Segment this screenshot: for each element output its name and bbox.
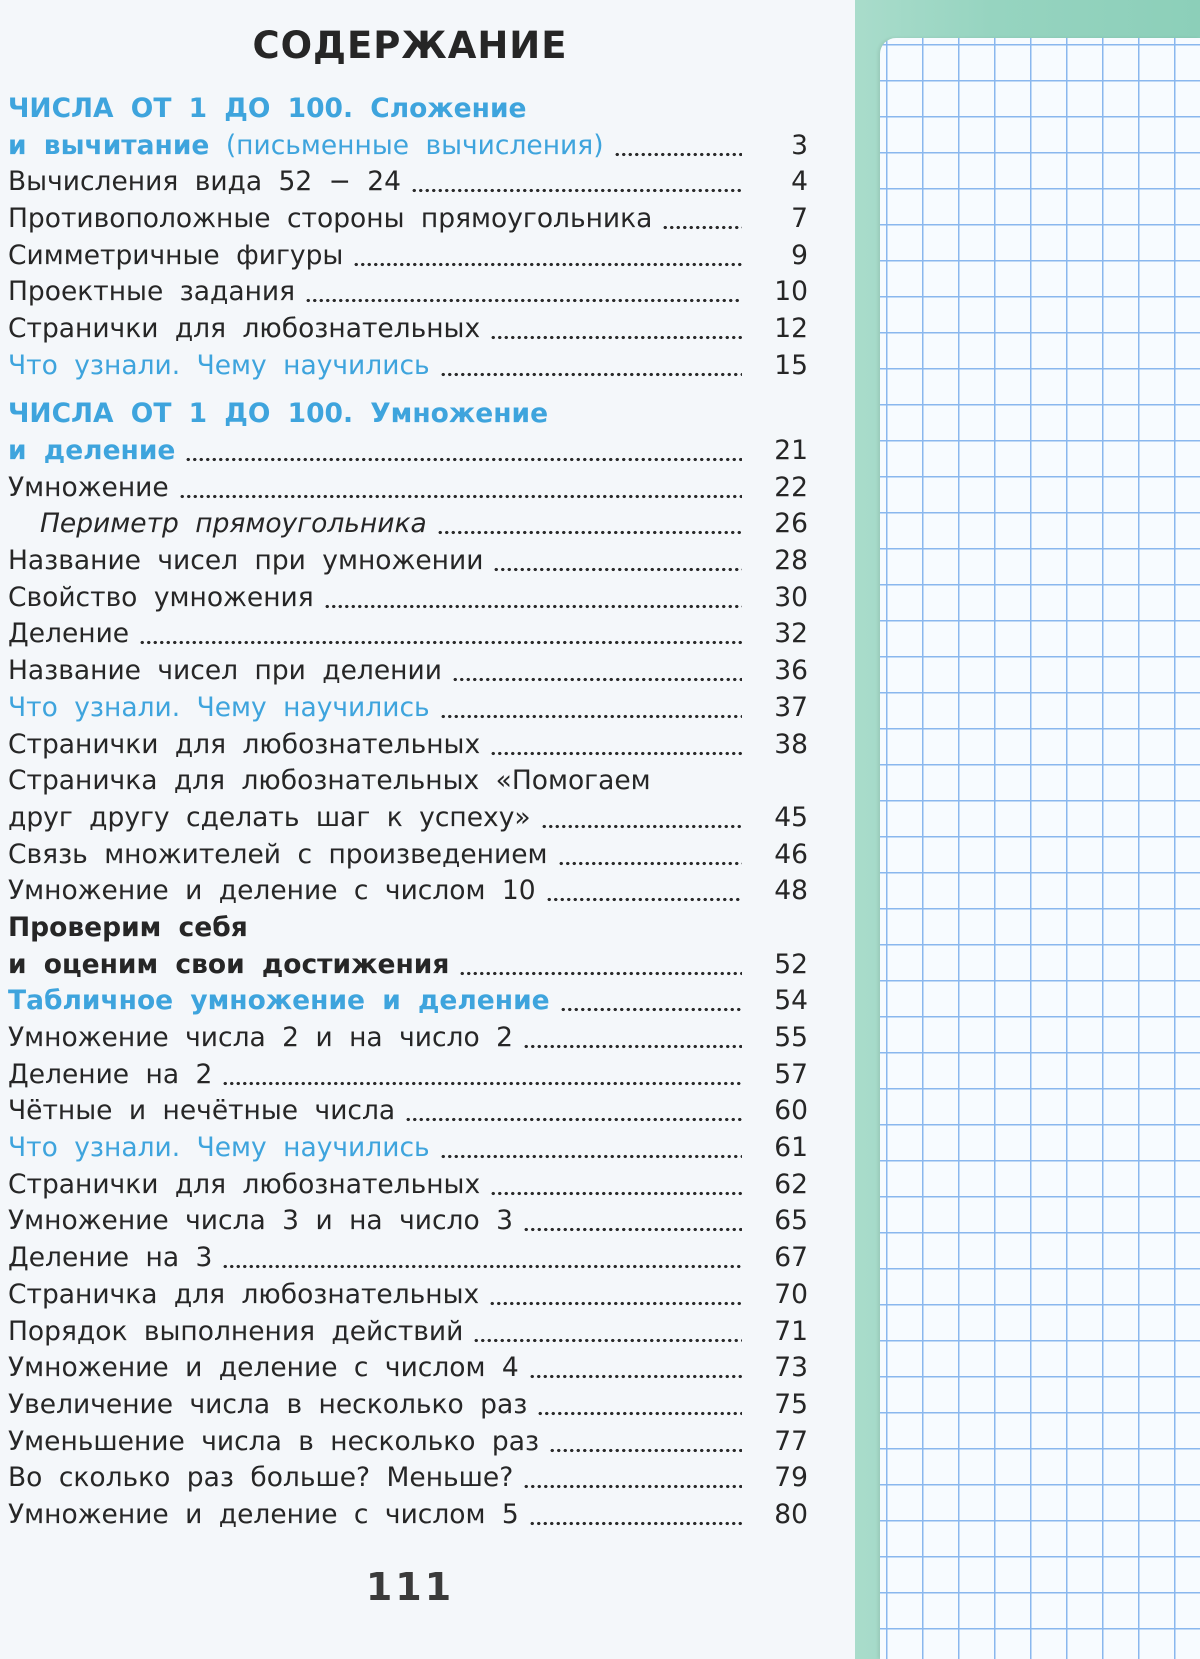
- toc-entry: [8, 1129, 808, 1166]
- toc-entry: [8, 396, 808, 433]
- dot-leader: [324, 604, 742, 609]
- toc-entry-title: Противоположные стороны прямоугольника: [8, 202, 653, 234]
- dot-leader: [185, 457, 742, 462]
- toc-entry-page: 62: [774, 1168, 808, 1200]
- toc-entry-title: Во сколько раз больше? Меньше?: [8, 1462, 514, 1494]
- dot-leader: [490, 751, 742, 756]
- dot-leader: [139, 640, 742, 645]
- toc-entry-page: 12: [774, 312, 808, 344]
- toc-entry-title: Порядок выполнения действий: [8, 1315, 464, 1347]
- page-number: 111: [365, 1565, 455, 1609]
- toc-entry-page: 45: [774, 801, 808, 833]
- toc-entry-title: Связь множителей с произведением: [8, 838, 548, 870]
- toc-entry-title: Чётные и нечётные числа: [8, 1095, 396, 1127]
- toc-entry-page: 21: [774, 435, 808, 467]
- toc-entry: [8, 1423, 808, 1460]
- toc-entry-page: 15: [774, 349, 808, 381]
- toc-entry-title: Умножение числа 3 и на число 3: [8, 1205, 513, 1237]
- toc-entry-page: 70: [774, 1278, 808, 1310]
- toc-entry-page: 57: [774, 1058, 808, 1090]
- dot-leader: [353, 262, 742, 267]
- toc-entry: [8, 347, 808, 384]
- toc-entry: [8, 946, 808, 983]
- toc-entry: [8, 1093, 808, 1130]
- dot-leader: [490, 335, 742, 340]
- toc-entry-title: Уменьшение числа в несколько раз: [8, 1425, 540, 1457]
- dot-leader: [662, 225, 742, 230]
- dot-leader: [493, 567, 742, 572]
- toc-entry-title: друг другу сделать шаг к успеху»: [8, 801, 531, 833]
- toc-entry-title: Умножение и деление с числом 4: [8, 1352, 519, 1384]
- toc-entry: [8, 1166, 808, 1203]
- toc-entry: [8, 542, 808, 579]
- toc-entry-page: 4: [791, 166, 808, 198]
- dot-leader: [560, 1007, 742, 1012]
- toc-entry-page: 10: [774, 276, 808, 308]
- toc-entry-page: 28: [774, 545, 808, 577]
- toc-entry: [8, 1496, 808, 1533]
- dot-leader: [452, 677, 742, 682]
- toc-entry-title: Умножение: [8, 471, 169, 503]
- toc-entry-title: Умножение числа 2 и на число 2: [8, 1022, 513, 1054]
- dot-leader: [537, 1411, 742, 1416]
- toc-entry-title: Увеличение числа в несколько раз: [8, 1388, 528, 1420]
- toc-entry-title: Название чисел при умножении: [8, 545, 484, 577]
- toc-entry-page: 73: [774, 1352, 808, 1384]
- toc-entry-title: Название чисел при делении: [8, 655, 442, 687]
- toc-entry-title: Странички для любознательных: [8, 1168, 481, 1200]
- toc-entry-title: Страничка для любознательных: [8, 1278, 480, 1310]
- toc-entry-page: 7: [791, 202, 808, 234]
- toc-entry: [8, 127, 808, 164]
- dot-leader: [305, 298, 742, 303]
- toc-entry-page: 79: [774, 1462, 808, 1494]
- dot-leader: [411, 188, 742, 193]
- dot-leader: [523, 1044, 742, 1049]
- toc-entry: [8, 432, 808, 469]
- toc-entry-page: 54: [774, 985, 808, 1017]
- toc-entry: [8, 1386, 808, 1423]
- toc-entry-title: Страничка для любознательных «Помогаем: [8, 765, 651, 797]
- toc-entry-page: 38: [774, 728, 808, 760]
- dot-leader: [523, 1484, 742, 1489]
- toc-entry-title: Умножение и деление с числом 5: [8, 1498, 519, 1530]
- toc-entry-title: Вычисления вида 52 − 24: [8, 166, 402, 198]
- dot-leader: [440, 1154, 742, 1159]
- toc-entry-title: Что узнали. Чему научились: [8, 349, 430, 381]
- toc-entry-page: 36: [774, 655, 808, 687]
- toc-entry-title: Что узнали. Чему научились: [8, 691, 430, 723]
- toc-entry: [8, 469, 808, 506]
- toc-entry: [8, 726, 808, 763]
- toc-entry: [8, 506, 808, 543]
- dot-leader: [529, 1374, 742, 1379]
- toc-entry-page: 9: [791, 239, 808, 271]
- toc-entry-page: 22: [774, 471, 808, 503]
- toc-entry: [8, 616, 808, 653]
- toc-entry-title: Странички для любознательных: [8, 312, 481, 344]
- dot-leader: [459, 971, 742, 976]
- toc-entry-title: Табличное умножение и деление: [8, 985, 550, 1017]
- toc-entry-page: 46: [774, 838, 808, 870]
- dot-leader: [473, 1338, 742, 1343]
- toc-entry-title: Что узнали. Чему научились: [8, 1132, 430, 1164]
- toc-entry-title: и вычитание (письменные вычисления): [8, 129, 604, 161]
- toc-entry-page: 3: [791, 129, 808, 161]
- dot-leader: [614, 152, 742, 157]
- toc-entry-title: Деление: [8, 618, 130, 650]
- table-of-contents: [8, 90, 808, 1533]
- toc-entry-title: Деление на 3: [8, 1242, 213, 1274]
- toc-entry-page: 48: [774, 875, 808, 907]
- toc-entry: [8, 1203, 808, 1240]
- toc-entry: [8, 652, 808, 689]
- toc-entry-title: Свойство умножения: [8, 581, 314, 613]
- dot-leader: [558, 861, 742, 866]
- toc-entry-page: 32: [774, 618, 808, 650]
- toc-entry-title: ЧИСЛА ОТ 1 ДО 100. Сложение: [8, 92, 527, 124]
- toc-entry: [8, 872, 808, 909]
- toc-entry: [8, 310, 808, 347]
- toc-entry: [8, 1459, 808, 1496]
- dot-leader: [222, 1081, 742, 1086]
- toc-entry-title: Симметричные фигуры: [8, 239, 344, 271]
- dot-leader: [489, 1301, 742, 1306]
- toc-entry: [8, 1349, 808, 1386]
- toc-entry: [8, 799, 808, 836]
- toc-entry: [8, 762, 808, 799]
- toc-entry-page: 61: [774, 1132, 808, 1164]
- dot-leader: [440, 714, 742, 719]
- toc-entry-page: 52: [774, 948, 808, 980]
- toc-entry: [8, 1313, 808, 1350]
- toc-entry-page: 71: [774, 1315, 808, 1347]
- toc-entry-title: Периметр прямоугольника: [40, 508, 427, 540]
- dot-leader: [546, 897, 742, 902]
- dot-leader: [523, 1227, 742, 1232]
- toc-entry-title: Проверим себя: [8, 911, 248, 943]
- toc-entry: [8, 163, 808, 200]
- toc-entry-page: 67: [774, 1242, 808, 1274]
- graph-paper-panel: [880, 38, 1200, 1659]
- page-title: СОДЕРЖАНИЕ: [252, 24, 568, 67]
- toc-entry: [8, 200, 808, 237]
- dot-leader: [490, 1191, 742, 1196]
- toc-entry-page: 75: [774, 1388, 808, 1420]
- toc-entry: [8, 237, 808, 274]
- toc-entry: [8, 90, 808, 127]
- dot-leader: [405, 1117, 742, 1122]
- toc-entry-title: Деление на 2: [8, 1058, 213, 1090]
- toc-entry: [8, 689, 808, 726]
- toc-entry-page: 65: [774, 1205, 808, 1237]
- toc-entry-page: 60: [774, 1095, 808, 1127]
- toc-entry-title: Странички для любознательных: [8, 728, 481, 760]
- toc-entry: [8, 1056, 808, 1093]
- dot-leader: [549, 1448, 742, 1453]
- toc-entry-page: 30: [774, 581, 808, 613]
- toc-entry: [8, 1276, 808, 1313]
- toc-entry: [8, 909, 808, 946]
- toc-entry: [8, 273, 808, 310]
- toc-entry-page: 37: [774, 691, 808, 723]
- toc-entry: [8, 579, 808, 616]
- toc-entry-title: и оценим свои достижения: [8, 948, 450, 980]
- toc-entry-subtitle: (письменные вычисления): [209, 129, 604, 161]
- toc-entry-page: 55: [774, 1022, 808, 1054]
- dot-leader: [541, 824, 742, 829]
- toc-entry-title: Умножение и деление с числом 10: [8, 875, 536, 907]
- toc-entry-title: ЧИСЛА ОТ 1 ДО 100. Умножение: [8, 398, 549, 430]
- dot-leader: [222, 1264, 742, 1269]
- dot-leader: [437, 530, 742, 535]
- toc-entry: [8, 1019, 808, 1056]
- toc-entry-page: 26: [774, 508, 808, 540]
- toc-entry: [8, 836, 808, 873]
- dot-leader: [529, 1521, 742, 1526]
- toc-entry: [8, 983, 808, 1020]
- toc-entry-page: 80: [774, 1498, 808, 1530]
- toc-entry-title: Проектные задания: [8, 276, 296, 308]
- dot-leader: [440, 372, 742, 377]
- dot-leader: [179, 494, 742, 499]
- toc-entry: [8, 1239, 808, 1276]
- toc-entry-page: 77: [774, 1425, 808, 1457]
- toc-entry-title: и деление: [8, 435, 176, 467]
